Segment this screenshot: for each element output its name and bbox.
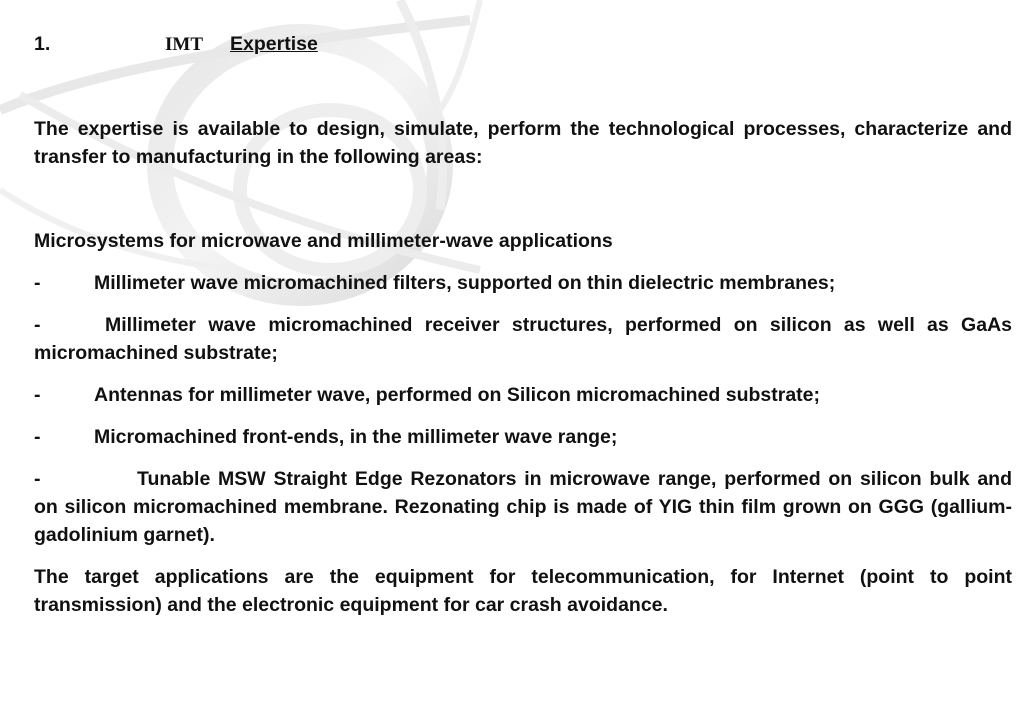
bullet-item	[34, 269, 1012, 297]
section-title: Expertise	[230, 33, 318, 55]
bullet-text: Tunable MSW Straight Edge Rezonators in microwave range, performed on silicon bulk and on silicon micromachined membrane. Rezonating chip is made of YIG thin film grown on GGG (gallium-gadolinium garnet).	[34, 468, 1012, 546]
section-heading	[34, 30, 1012, 58]
section-number: 1.	[34, 33, 51, 55]
bullet-item	[34, 465, 1012, 549]
area-heading: Microsystems for microwave and millimeter-wave applications	[34, 230, 613, 252]
closing-paragraph: The target applications are the equipment for telecommunication, for Internet (point to point transmission) and the electronic equipment for car crash avoidance.	[34, 566, 1012, 616]
organization-name: IMT	[165, 34, 203, 55]
bullet-dash: -	[34, 314, 41, 336]
bullet-text: Millimeter wave micromachined receiver structures, performed on silicon as well as GaAs micromachined substrate;	[34, 314, 1012, 364]
bullet-text: Millimeter wave micromachined filters, supported on thin dielectric membranes;	[94, 272, 836, 294]
bullet-item	[34, 311, 1012, 367]
slide-content	[34, 30, 1012, 619]
bullet-dash: -	[34, 468, 41, 490]
intro-paragraph: The expertise is available to design, simulate, perform the technological processes, characterize and transfer to manufacturing in the following areas:	[34, 118, 1012, 168]
bullet-text: Antennas for millimeter wave, performed on Silicon micromachined substrate;	[94, 384, 821, 406]
bullet-dash: -	[34, 272, 41, 294]
bullet-dash: -	[34, 426, 41, 448]
bullet-text: Micromachined front-ends, in the millimeter wave range;	[94, 426, 618, 448]
bullet-dash: -	[34, 384, 41, 406]
bullet-item	[34, 423, 1012, 451]
bullet-item	[34, 381, 1012, 409]
